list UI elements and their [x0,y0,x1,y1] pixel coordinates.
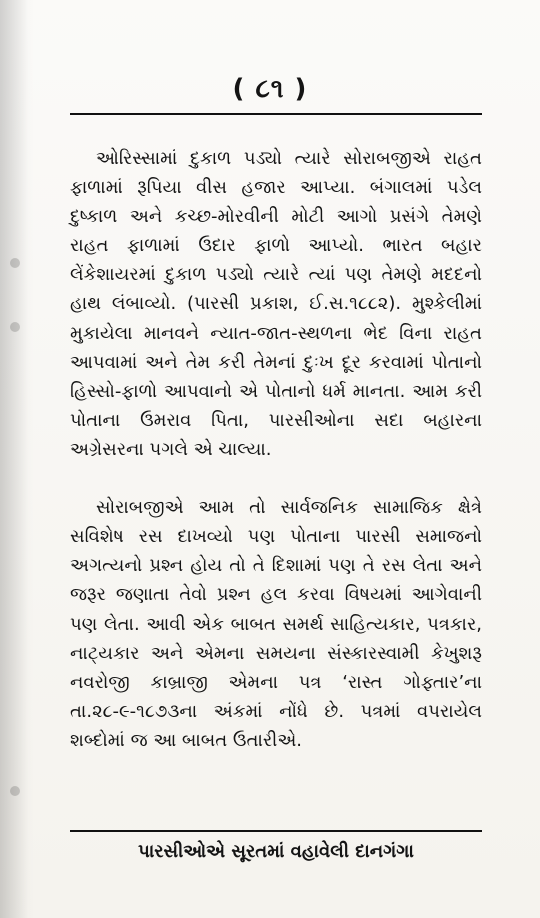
bottom-rule [70,830,482,832]
top-rule [70,113,482,115]
page-number: ( ૮૧ ) [232,74,308,104]
binding-mark [10,258,20,268]
footer-title: પારસીઓએ સૂરતમાં વહાવેલી દાનગંગા [138,841,414,862]
body-text [70,144,482,814]
binding-shadow [0,0,28,918]
paragraph-2: સોરાબજીએ આમ તો સાર્વજનિક સામાજિક ક્ષેત્રે સવિશેષ રસ દાખવ્યો પણ પોતાના પારસી સમાજનો અગત્યનો પ્રશ્ન હોય તો તે દિશામાં પણ તે રસ લેતા અને જરૂર જણાતા તેવો પ્રશ્ન હલ કરવા વિષયમાં આગેવાની પણ લેતા. આવી એક બાબત સમર્થ સાહિત્યકાર, પત્રકાર, નાટ્યકાર અને એમના સમયના સંસ્કારસ્વામી કેખુશરૂ નવરોજી કાબ્રાજી એમના પત્ર ‘રાસ્ત ગોફ્તાર’ના તા.૨૮-૯-૧૮૭૩ના અંકમાં નોંધે છે. પત્રમાં વપરાયેલ શબ્દોમાં જ આ બાબત ઉતારીએ. [70,497,482,751]
binding-mark [10,322,20,332]
binding-mark [10,786,20,796]
paragraph-1: ઓરિસ્સામાં દુકાળ પડ્યો ત્યારે સોરાબજીએ રાહત ફાળામાં રૂપિયા વીસ હજાર આપ્યા. બંગાલમાં પડેલ દુષ્કાળ અને કચ્છ-મોરવીની મોટી આગો પ્રસંગે તેમણે રાહત ફાળામાં ઉદાર ફાળો આપ્યો. ભારત બહાર લેંકેશાયરમાં દુકાળ પડ્યો ત્યારે ત્યાં પણ તેમણે મદદનો હાથ લંબાવ્યો. (પારસી પ્રકાશ, ઈ.સ.૧૮૮૨). મુશ્કેલીમાં મુકાયેલા માનવને ન્યાત-જાત-સ્થળના ભેદ વિના રાહત આપવામાં અને તેમ કરી તેમનાં દુઃખ દૂર કરવામાં પોતાનો હિસ્સો-ફાળો આપવાનો એ પોતાનો ધર્મ માનતા. આમ કરી પોતાના ઉમરાવ પિતા, પારસીઓના સદા બહારના અગ્રેસરના પગલે એ ચાલ્યા. [70,148,482,460]
